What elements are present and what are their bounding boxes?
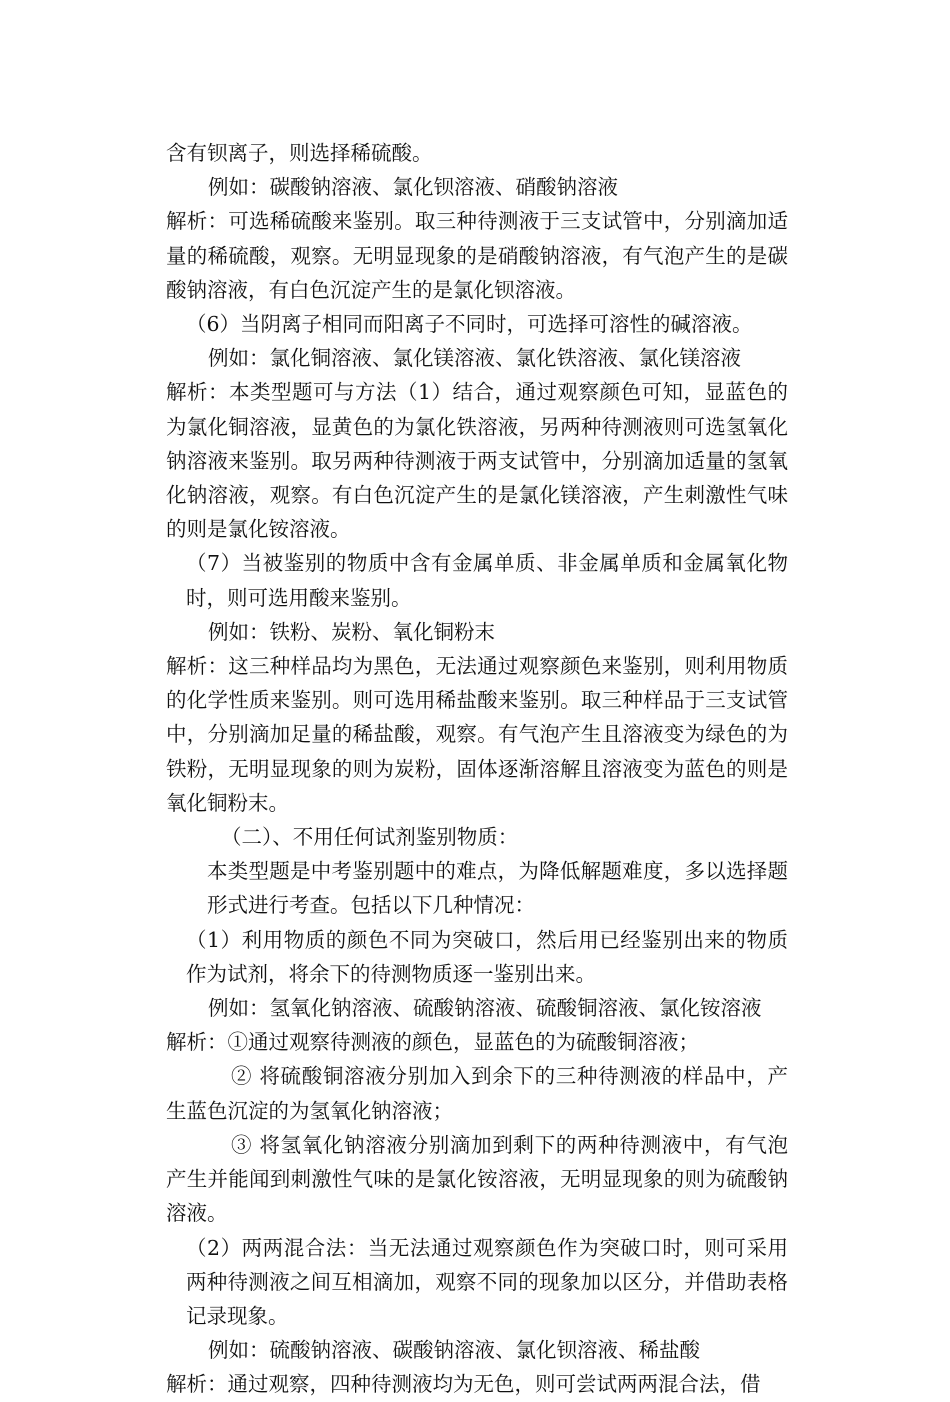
method-heading: （6）当阴离子相同而阳离子不同时，可选择可溶性的碱溶液。 <box>186 312 753 337</box>
analysis-paragraph: 解析：本类型题可与方法（1）结合，通过观察颜色可知，显蓝色的为氯化铜溶液，显黄色的为氯化铁溶液，另两种待测液则可选氢氧化钠溶液来鉴别。取另两种待测液于两支试管中，分别滴加适量的氢氧化钠溶液，观察。有白色沉淀产生的是氯化镁溶液，产生刺激性气味的则是氯化铵溶液。 <box>166 380 788 542</box>
analysis-step: ② 将硫酸铜溶液分别加入到余下的三种待测液的样品中，产生蓝色沉淀的为氢氧化钠溶液； <box>166 1064 788 1123</box>
example-line: 例如：碳酸钠溶液、氯化钡溶液、硝酸钠溶液 <box>208 175 618 200</box>
document-page <box>166 136 788 1402</box>
method-heading: （1）利用物质的颜色不同为突破口，然后用已经鉴别出来的物质作为试剂，将余下的待测物质逐一鉴别出来。 <box>186 927 788 986</box>
analysis-paragraph: 解析：这三种样品均为黑色，无法通过观察颜色来鉴别，则利用物质的化学性质来鉴别。则可选用稀盐酸来鉴别。取三种样品于三支试管中，分别滴加足量的稀盐酸，观察。有气泡产生且溶液变为绿色的为铁粉，无明显现象的则为炭粉，固体逐渐溶解且溶液变为蓝色的则是氧化铜粉末。 <box>166 654 788 815</box>
paragraph-continuation: 含有钡离子，则选择稀硫酸。 <box>166 141 433 165</box>
example-line: 例如：铁粉、炭粉、氧化铜粉末 <box>208 619 495 644</box>
section-heading: （二）、不用任何试剂鉴别物质： <box>221 825 519 850</box>
analysis-step: ③ 将氢氧化钠溶液分别滴加到剩下的两种待测液中，有气泡产生并能闻到刺激性气味的是氯化铵溶液，无明显现象的则为硫酸钠溶液。 <box>166 1132 788 1226</box>
example-line: 例如：硫酸钠溶液、碳酸钠溶液、氯化钡溶液、稀盐酸 <box>208 1338 700 1363</box>
analysis-paragraph: 解析：可选稀硫酸来鉴别。取三种待测液于三支试管中，分别滴加适量的稀硫酸，观察。无明显现象的是硝酸钠溶液，有气泡产生的是碳酸钠溶液，有白色沉淀产生的是氯化钡溶液。 <box>166 209 788 302</box>
analysis-paragraph: 解析：通过观察，四种待测液均为无色，则可尝试两两混合法，借 <box>166 1372 761 1397</box>
body-paragraph: 本类型题是中考鉴别题中的难点，为降低解题难度，多以选择题形式进行考查。包括以下几种情况： <box>207 859 788 918</box>
example-line: 例如：氯化铜溶液、氯化镁溶液、氯化铁溶液、氯化镁溶液 <box>208 346 741 371</box>
analysis-step: 解析：①通过观察待测液的颜色，显蓝色的为硫酸铜溶液； <box>166 1030 699 1055</box>
example-line: 例如：氢氧化钠溶液、硫酸钠溶液、硫酸铜溶液、氯化铵溶液 <box>208 996 762 1021</box>
method-heading: （2）两两混合法：当无法通过观察颜色作为突破口时，则可采用两种待测液之间互相滴加，观察不同的现象加以区分，并借助表格记录现象。 <box>186 1235 788 1328</box>
method-heading: （7）当被鉴别的物质中含有金属单质、非金属单质和金属氧化物时，则可选用酸来鉴别。 <box>186 551 788 610</box>
